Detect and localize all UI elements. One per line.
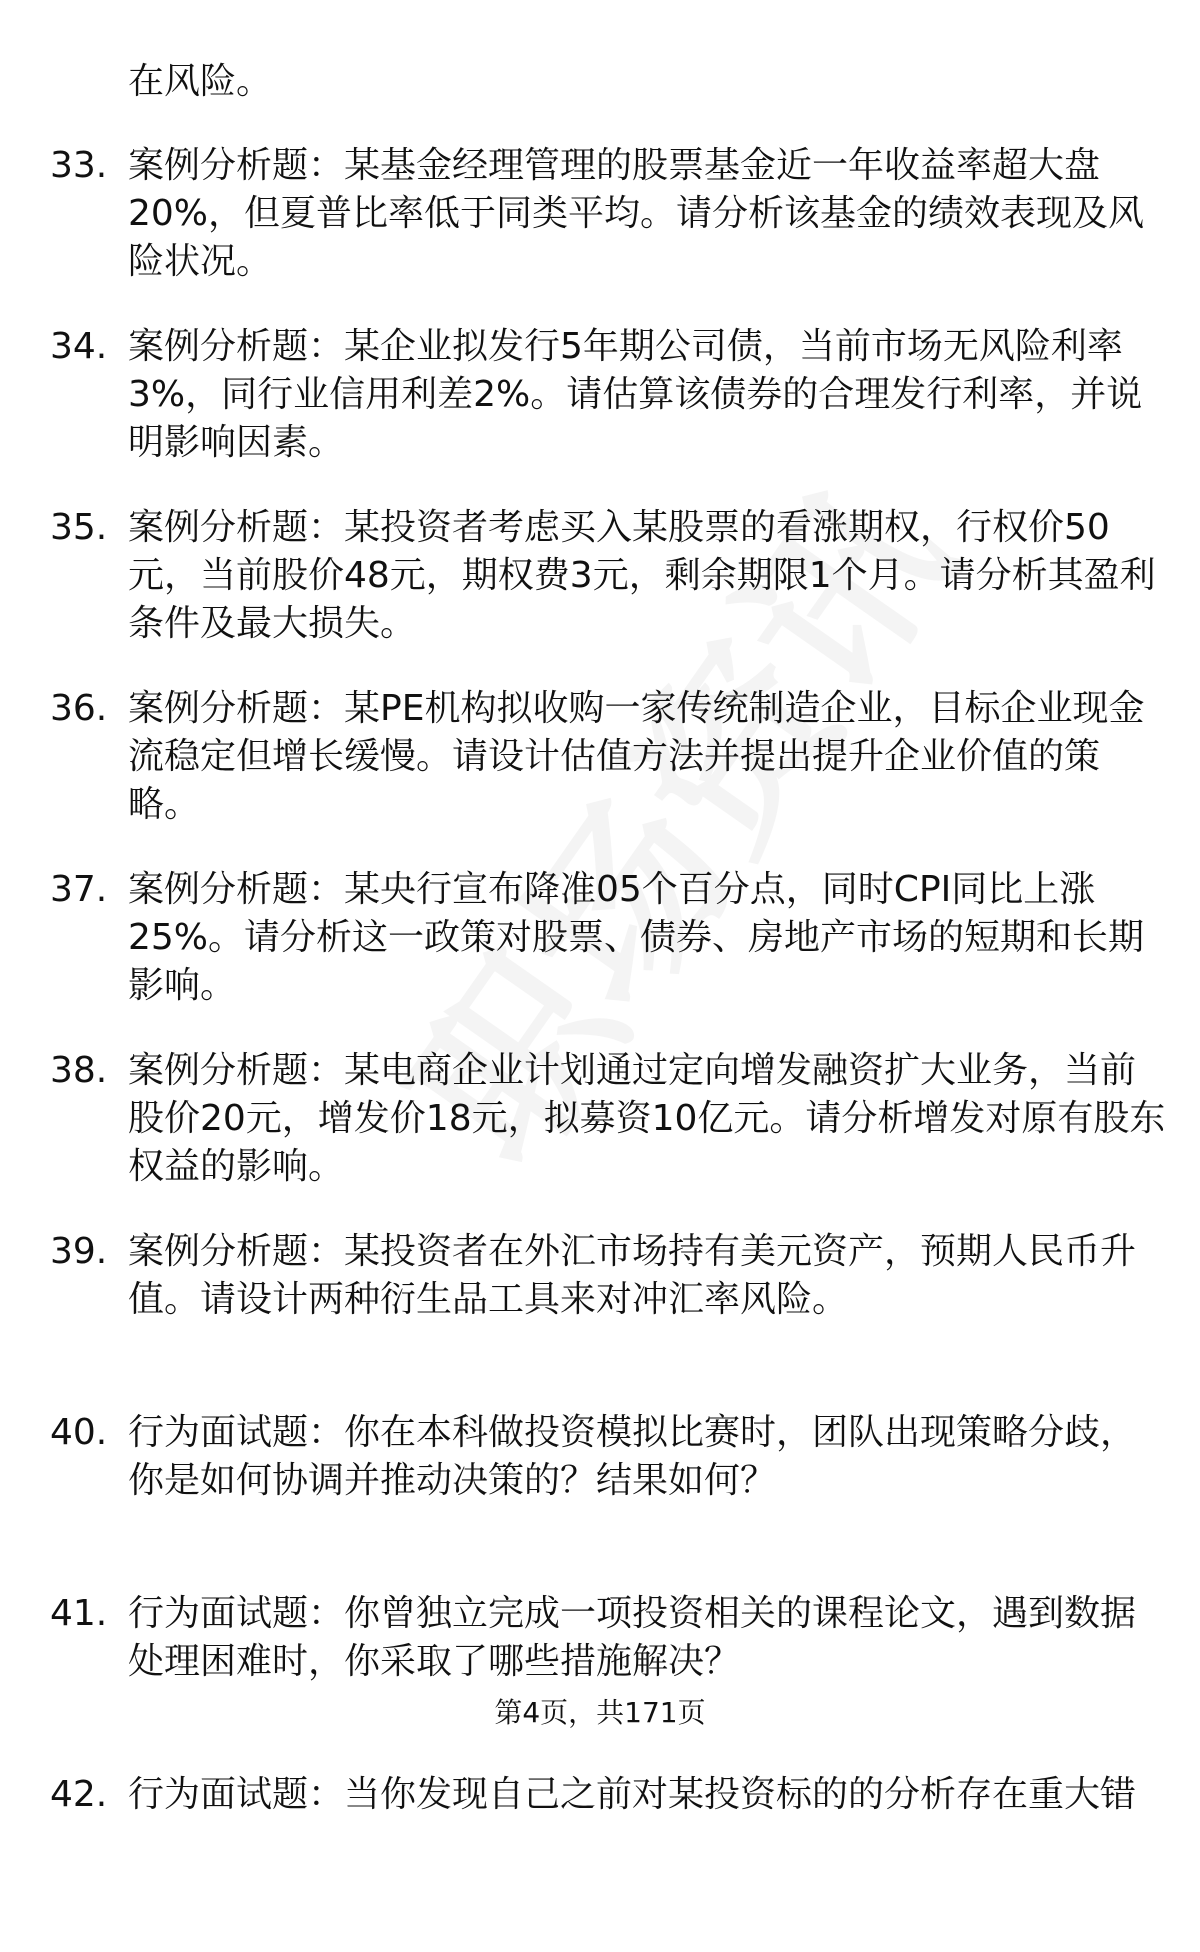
question-line: 案例分析题：某企业拟发行5年期公司债，当前市场无风险利率 [128, 326, 1123, 367]
page-footer: 第4页，共171页 [494, 1696, 706, 1729]
question-text [128, 1409, 1136, 1505]
question-line: 案例分析题：某投资者考虑买入某股票的看涨期权，行权价50 [128, 507, 1110, 548]
question-line: 值。请设计两种衍生品工具来对冲汇率风险。 [128, 1279, 849, 1320]
question-text [128, 142, 1144, 286]
question-text [128, 1771, 1136, 1819]
question-item [0, 504, 1200, 685]
question-line: 险状况。 [128, 241, 273, 282]
question-text [128, 504, 1156, 648]
question-text [128, 323, 1142, 467]
question-number: 42. [50, 1774, 108, 1815]
question-text [128, 1590, 1136, 1686]
question-item [0, 1590, 1200, 1771]
question-line: 流稳定但增长缓慢。请设计估值方法并提出提升企业价值的策 [128, 736, 1101, 777]
question-number: 33. [50, 145, 108, 186]
question-item [0, 1409, 1200, 1590]
question-line: 行为面试题：当你发现自己之前对某投资标的的分析存在重大错 [128, 1774, 1137, 1815]
question-line: 你是如何协调并推动决策的？结果如何？ [128, 1460, 777, 1501]
question-line: 案例分析题：某PE机构拟收购一家传统制造企业，目标企业现金 [128, 688, 1145, 729]
question-line: 行为面试题：你在本科做投资模拟比赛时，团队出现策略分歧， [128, 1412, 1137, 1453]
question-line: 股价20元，增发价18元，拟募资10亿元。请分析增发对原有股东 [128, 1098, 1166, 1139]
question-number: 37. [50, 869, 108, 910]
question-line: 元，当前股价48元，期权费3元，剩余期限1个月。请分析其盈利 [128, 555, 1156, 596]
question-line: 25%。请分析这一政策对股票、债券、房地产市场的短期和长期 [128, 917, 1145, 958]
question-line: 案例分析题：某央行宣布降准05个百分点，同时CPI同比上涨 [128, 869, 1096, 910]
question-line: 影响。 [128, 965, 237, 1006]
continuation-text: 在风险。 [128, 61, 273, 102]
question-item [0, 866, 1200, 1047]
question-item [0, 1771, 1200, 1952]
question-item [0, 323, 1200, 504]
question-list [0, 142, 1200, 1952]
question-number: 34. [50, 326, 108, 367]
question-text [128, 685, 1144, 829]
question-number: 35. [50, 507, 108, 548]
question-item [0, 1047, 1200, 1228]
question-line: 权益的影响。 [128, 1146, 345, 1187]
question-line: 3%，同行业信用利差2%。请估算该债券的合理发行利率，并说 [128, 374, 1143, 415]
question-line: 案例分析题：某电商企业计划通过定向增发融资扩大业务，当前 [128, 1050, 1137, 1091]
question-line: 处理困难时，你采取了哪些措施解决？ [128, 1641, 741, 1682]
question-line: 行为面试题：你曾独立完成一项投资相关的课程论文，遇到数据 [128, 1593, 1137, 1634]
question-item [0, 1228, 1200, 1409]
question-line: 案例分析题：某投资者在外汇市场持有美元资产，预期人民币升 [128, 1231, 1137, 1272]
question-number: 39. [50, 1231, 108, 1272]
question-item [0, 685, 1200, 866]
question-line: 条件及最大损失。 [128, 603, 417, 644]
question-item [0, 142, 1200, 323]
question-text [128, 1047, 1165, 1191]
question-number: 40. [50, 1412, 108, 1453]
question-text [128, 866, 1144, 1010]
question-text [128, 1228, 1136, 1324]
question-number: 41. [50, 1593, 108, 1634]
question-number: 38. [50, 1050, 108, 1091]
question-line: 略。 [128, 784, 201, 825]
question-line: 案例分析题：某基金经理管理的股票基金近一年收益率超大盘 [128, 145, 1101, 186]
question-number: 36. [50, 688, 108, 729]
question-line: 明影响因素。 [128, 422, 345, 463]
question-line: 20%，但夏普比率低于同类平均。请分析该基金的绩效表现及风 [128, 193, 1145, 234]
